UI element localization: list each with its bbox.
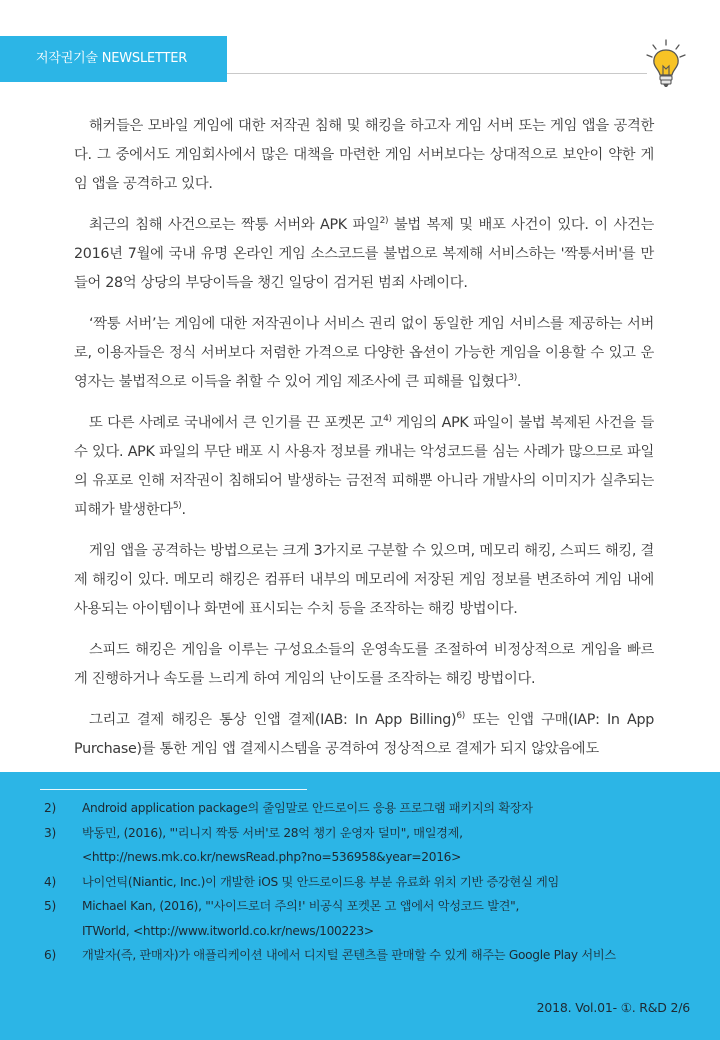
- page-info: 2018. Vol.01- ①. R&D 2/6: [536, 1000, 690, 1015]
- newsletter-title: 저작권기술 NEWSLETTER: [36, 51, 188, 66]
- footnote-text: 나이언틱(Niantic, Inc.)이 개발한 iOS 및 안드로이드용 부분 유료화 위치 기반 증강현실 게임: [82, 874, 559, 889]
- footnote-text: Michael Kan, (2016), "'사이드로더 주의!' 비공식 포켓몬 고 앱에서 악성코드 발견",: [82, 899, 520, 913]
- footnote-ref: 3): [508, 373, 517, 383]
- article-paragraph: 최근의 침해 사건으로는 짝퉁 서버와 APK 파일$^{2)}$ 불법 복제 및 배포 사건이 있다. 이 사건는 2016년 7월에 국내 유명 온라인 게임 소스코드를 불법으로 복제해 서비스하는 '짝퉁서버'를 만들어 28억 상당의 부당이득을 챙긴 일당이 검거된 범죄 사례이다.: [74, 216, 654, 291]
- footnote-number: 2): [44, 801, 56, 815]
- article-paragraph: 그리고 결제 해킹은 통상 인앱 결제(IAB: In App Billing)$^{6)}$ 또는 인앱 구매(IAP: In App Purchase)를 통한 게임 앱 결제시스템을 공격하여 정상적으로 결제가 되지 않았음에도: [74, 711, 654, 757]
- footnote-ref: 4): [383, 414, 392, 424]
- footnote-link[interactable]: <http://news.mk.co.kr/newsRead.php?no=536958&year=2016>: [82, 850, 462, 864]
- footnote-number: 5): [44, 899, 56, 913]
- article-paragraph: 해커들은 모바일 게임에 대한 저작권 침해 및 해킹을 하고자 게임 서버 또는 게임 앱을 공격한다. 그 중에서도 게임회사에서 많은 대책을 마련한 게임 서버보다는 상대적으로 보안이 약한 게임 앱을 공격하고 있다.: [74, 118, 654, 192]
- article-body: [74, 112, 654, 776]
- footnotes-section: [0, 772, 720, 1040]
- footnote-item: [44, 796, 684, 821]
- footnote-divider: [40, 789, 307, 790]
- article-paragraph: 스피드 해킹은 게임을 이루는 구성요소들의 운영속도를 조절하여 비정상적으로 게임을 빠르게 진행하거나 속도를 느리게 하여 게임의 난이도를 조작하는 해킹 방법이다.: [74, 642, 654, 687]
- footnote-text: Android application package의 줄임말로 안드로이드 응용 프로그램 패키지의 확장자: [82, 801, 533, 815]
- footnote-item: [44, 821, 684, 870]
- footnote-number: 6): [44, 948, 56, 962]
- footnote-link[interactable]: ITWorld, <http://www.itworld.co.kr/news/100223>: [82, 923, 374, 938]
- footnote-number: 3): [44, 825, 56, 840]
- lightbulb-icon: [644, 38, 688, 92]
- footnote-text: 개발자(즉, 판매자)가 애플리케이션 내에서 디지털 콘텐츠를 판매할 수 있게 해주는 Google Play 서비스: [82, 948, 616, 962]
- footnote-ref: 5): [172, 501, 182, 511]
- footnote-number: 4): [44, 874, 56, 889]
- footnote-list: [44, 796, 684, 968]
- footnote-item: [44, 894, 684, 943]
- footnote-text: 박동민, (2016), "'리니지 짝퉁 서버'로 28억 챙기 운영자 덜미", 매일경제,: [82, 825, 463, 840]
- article-paragraph: 게임 앱을 공격하는 방법으로는 크게 3가지로 구분할 수 있으며, 메모리 해킹, 스피드 해킹, 결제 해킹이 있다. 메모리 해킹은 컴퓨터 내부의 메모리에 저장된 게임 정보를 변조하여 게임 내에 사용되는 아이템이나 화면에 표시되는 수치 등을 조작하는 해킹 방법이다.: [74, 543, 654, 617]
- article-paragraph: ‘짝퉁 서버’는 게임에 대한 저작권이나 서비스 권리 없이 동일한 게임 서비스를 제공하는 서버로, 이용자들은 정식 서버보다 저렴한 가격으로 다양한 옵션이 가능한 게임을 이용할 수 있고 운영자는 불법적으로 이득을 취할 수 있어 게임 제조사에 큰 피해를 입혔다$^{3)}$.: [74, 316, 654, 390]
- newsletter-title-banner: [0, 36, 227, 82]
- footnote-ref: 6): [456, 711, 465, 721]
- header-divider: [227, 73, 647, 74]
- footnote-item: [44, 870, 684, 895]
- footnote-item: [44, 943, 684, 968]
- footnote-ref: 2): [379, 216, 389, 226]
- article-paragraph: 또 다른 사례로 국내에서 큰 인기를 끈 포켓몬 고$^{4)}$ 게임의 APK 파일이 불법 복제된 사건을 들 수 있다. APK 파일의 무단 배포 시 사용자 정보를 캐내는 악성코드를 심는 사례가 많으므로 파일의 유포로 인해 저작권이 침해되어 발생하는 금전적 피해뿐 아니라 개발사의 이미지가 실추되는 피해가 발생한다$^{5)}$.: [74, 414, 654, 518]
